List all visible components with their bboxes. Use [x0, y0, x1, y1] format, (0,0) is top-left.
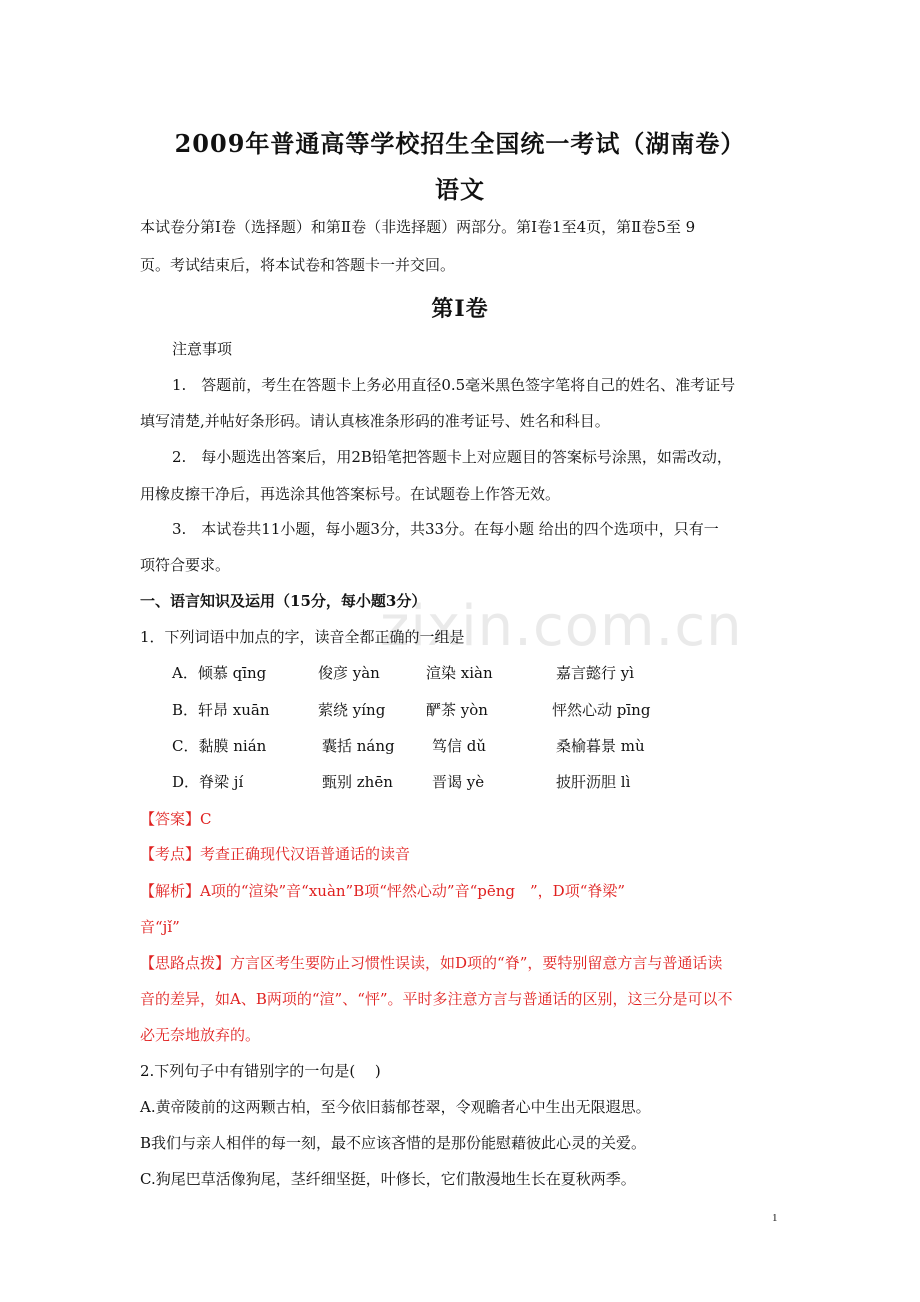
option-cell: 晋谒 yè: [432, 773, 485, 791]
section-title: 第Ⅰ卷: [431, 296, 489, 322]
option-cell: A．倾慕 qīng: [172, 664, 267, 682]
notice-item-2-line-2: 用橡皮擦干净后，再选涂其他答案标号。在试题卷上作答无效。: [140, 485, 561, 503]
question-2-option-c: C.狗尾巴草活像狗尾，茎纤细坚挺，叶修长，它们散漫地生长在夏秋两季。: [140, 1170, 636, 1188]
option-cell: 披肝沥胆 lì: [556, 773, 631, 791]
question-1-answer: 【答案】C: [140, 810, 212, 828]
question-1-tips-line-1: 【思路点拨】方言区考生要防止习惯性误读，如D项的“脊”，要特别留意方言与普通话读: [140, 954, 723, 972]
option-cell: 囊括 náng: [322, 737, 395, 755]
question-2-option-b: B我们与亲人相伴的每一刻，最不应该吝惜的是那份能慰藉彼此心灵的关爱。: [140, 1134, 647, 1152]
exam-title: 2009年普通高等学校招生全国统一考试（湖南卷）: [174, 129, 746, 158]
notice-heading: 注意事项: [172, 340, 233, 358]
question-1-tips-line-2: 音的差异，如A、B两项的“渲”、“怦”。平时多注意方言与普通话的区别，这三分是可以不: [140, 990, 733, 1008]
intro-line-2: 页。考试结束后，将本试卷和答题卡一并交回。: [140, 256, 456, 274]
option-cell: 桑榆暮景 mù: [556, 737, 645, 755]
notice-item-3-line-2: 项符合要求。: [140, 556, 231, 574]
option-cell: 萦绕 yíng: [318, 701, 386, 719]
option-cell: 嘉言懿行 yì: [556, 664, 635, 682]
option-cell: 俊彦 yàn: [318, 664, 380, 682]
question-1-analysis-line-2: 音“jǐ”: [140, 918, 180, 936]
question-1-analysis-line-1: 【解析】A项的“渲染”音“xuàn”B项“怦然心动”音“pēng ”，D项“脊梁”: [140, 882, 626, 900]
question-1-tips-line-3: 必无奈地放弃的。: [140, 1026, 261, 1044]
subject-title: 语文: [435, 175, 485, 204]
part-1-heading: 一、语言知识及运用（15分，每小题3分）: [140, 592, 427, 610]
option-cell: B．轩昂 xuān: [172, 701, 270, 719]
notice-item-2-line-1: 2. 每小题选出答案后，用2B铅笔把答题卡上对应题目的答案标号涂黑，如需改动，: [172, 448, 732, 466]
question-1-point: 【考点】考查正确现代汉语普通话的读音: [140, 845, 411, 863]
option-cell: 甄别 zhēn: [322, 773, 393, 791]
option-cell: 怦然心动 pīng: [552, 701, 651, 719]
option-cell: 渲染 xiàn: [426, 664, 493, 682]
option-cell: 酽茶 yòn: [426, 701, 488, 719]
watermark: zixin.com.cn: [380, 594, 743, 659]
option-cell: C．黏膜 nián: [172, 737, 267, 755]
intro-line-1: 本试卷分第Ⅰ卷（选择题）和第Ⅱ卷（非选择题）两部分。第Ⅰ卷1至4页，第Ⅱ卷5至 9: [140, 218, 696, 236]
question-1-stem: 1．下列词语中加点的字，读音全都正确的一组是: [140, 628, 465, 646]
option-cell: 笃信 dǔ: [432, 737, 487, 755]
question-2-option-a: A.黄帝陵前的这两颗古柏，至今依旧蓊郁苍翠，令观瞻者心中生出无限遐思。: [140, 1098, 651, 1116]
page-number: 1: [772, 1212, 778, 1224]
notice-item-3-line-1: 3. 本试卷共11小题，每小题3分，共33分。在每小题 给出的四个选项中，只有一: [172, 520, 719, 538]
question-2-stem: 2.下列句子中有错别字的一句是( ): [140, 1062, 381, 1080]
notice-item-1-line-2: 填写清楚,并帖好条形码。请认真核准条形码的准考证号、姓名和科目。: [140, 412, 610, 430]
option-cell: D．脊梁 jí: [172, 773, 244, 791]
notice-item-1-line-1: 1. 答题前，考生在答题卡上务必用直径0.5毫米黑色签字笔将自己的姓名、准考证号: [172, 376, 736, 394]
